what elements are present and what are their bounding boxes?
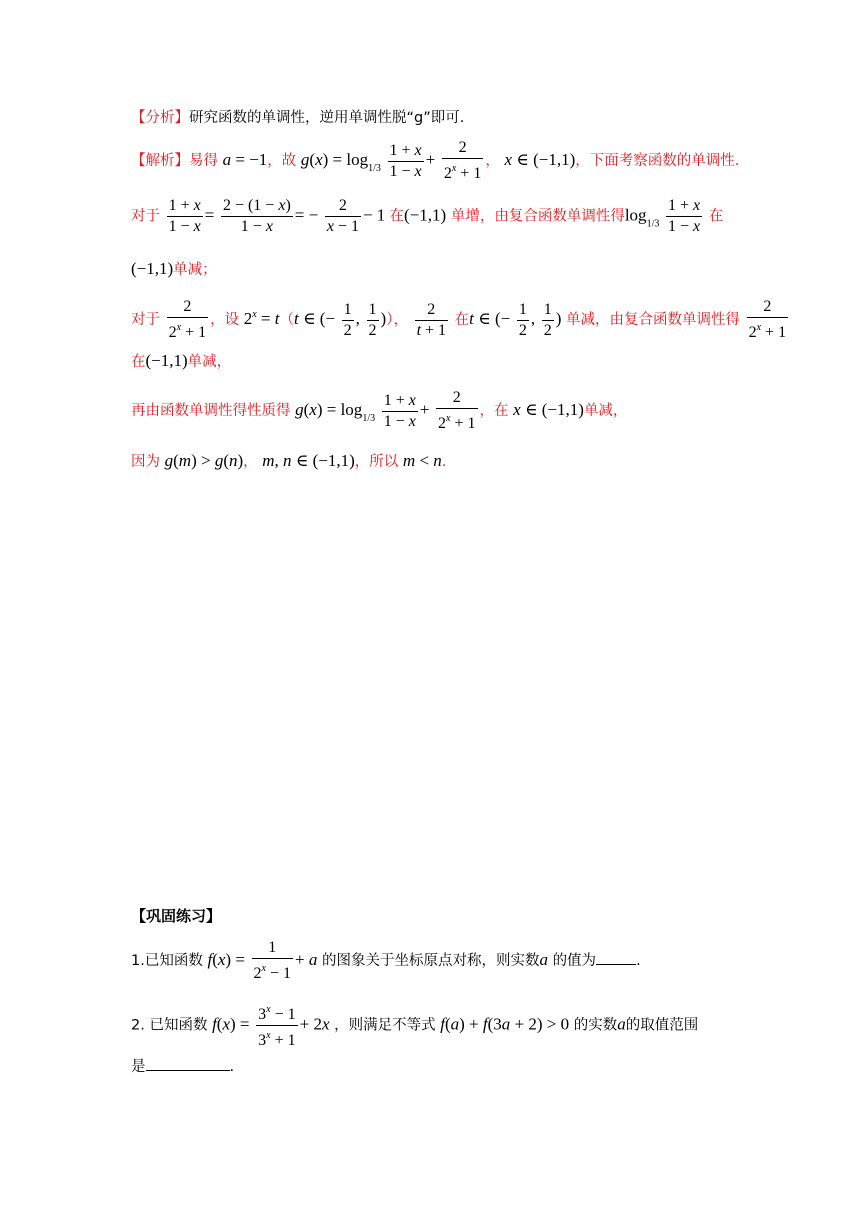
solution-line-1: 【解析】易得 a = −1，故 $g(x) = \log_{1/3}$ $\frac{1 + x}{1 - x}$ + $\frac{2}{2^x + 1}$ ， x ∈ (−1,1)，下面考察函数的单调性.	[131, 139, 740, 182]
exercise-question-1: 1.已知函数 f(x) = $\frac{1}{2^x - 1}$ + a 的图象关于坐标原点对称，则实数a 的值为 .	[131, 939, 641, 982]
exercise-question-2: 2. 已知函数 f(x) = $\frac{3^x - 1}{3^x + 1}$ + 2x ，则满足不等式 f(a) + f(3a + 2) > 0 的实数a的取值范围	[131, 1000, 698, 1051]
fraction: $\frac{1 + x}{1 - x}$	[389, 141, 422, 180]
exercise-question-2-cont: 是 .	[131, 1059, 235, 1075]
solution-line-7: 因为 g(m) > g(n)， m, n ∈ (−1,1)，所以 m < n.	[131, 451, 447, 470]
solution-line-4: 对于 $\frac{2}{2^x + 1}$ ，设 $2^x = t(t$ ∈ (− $\frac{1}{2}$ , $\frac{1}{2}$ )）， $\frac{2}{t + 1}$ 在t ∈ (− $\frac{1}{2}$ , $\frac{1}{2}$ ) 单减，由复合函数单调性得 $\frac{2}{2^x + 1}$	[131, 298, 787, 341]
analysis-text: 研究函数的单调性，逆用单调性脱“g”即可.	[189, 110, 465, 126]
answer-blank-1[interactable]	[596, 952, 636, 965]
solution-line-5: 在(−1,1)单减，	[131, 351, 232, 370]
answer-blank-2[interactable]	[146, 1058, 230, 1071]
solution-line-2: 对于 $\frac{1 + x}{1 - x}$ = $\frac{2 - (1 - x)}{1 - x}$ = − $\frac{2}{x - 1}$ − 1 在(−1,1) 单增，由复合函数单调性得$\log_{1/3}$ $\frac{1 + x}{1 - x}$ 在	[131, 197, 724, 235]
exercise-heading: 【巩固练习】	[131, 907, 222, 925]
solution-tag: 【解析】	[131, 153, 189, 169]
math-a-eq: a	[222, 150, 232, 169]
solution-line-6: 再由函数单调性得性质得 $g(x) = \log_{1/3}$ $\frac{1 + x}{1 - x}$ + $\frac{2}{2^x + 1}$ ，在 x ∈ (−1,1)单减，	[131, 389, 628, 432]
fraction: $\frac{2}{2^x + 1}$	[443, 139, 482, 182]
analysis-line	[131, 106, 464, 127]
analysis-tag: 【分析】	[131, 110, 189, 126]
solution-line-3: (−1,1)单减；	[131, 259, 217, 278]
